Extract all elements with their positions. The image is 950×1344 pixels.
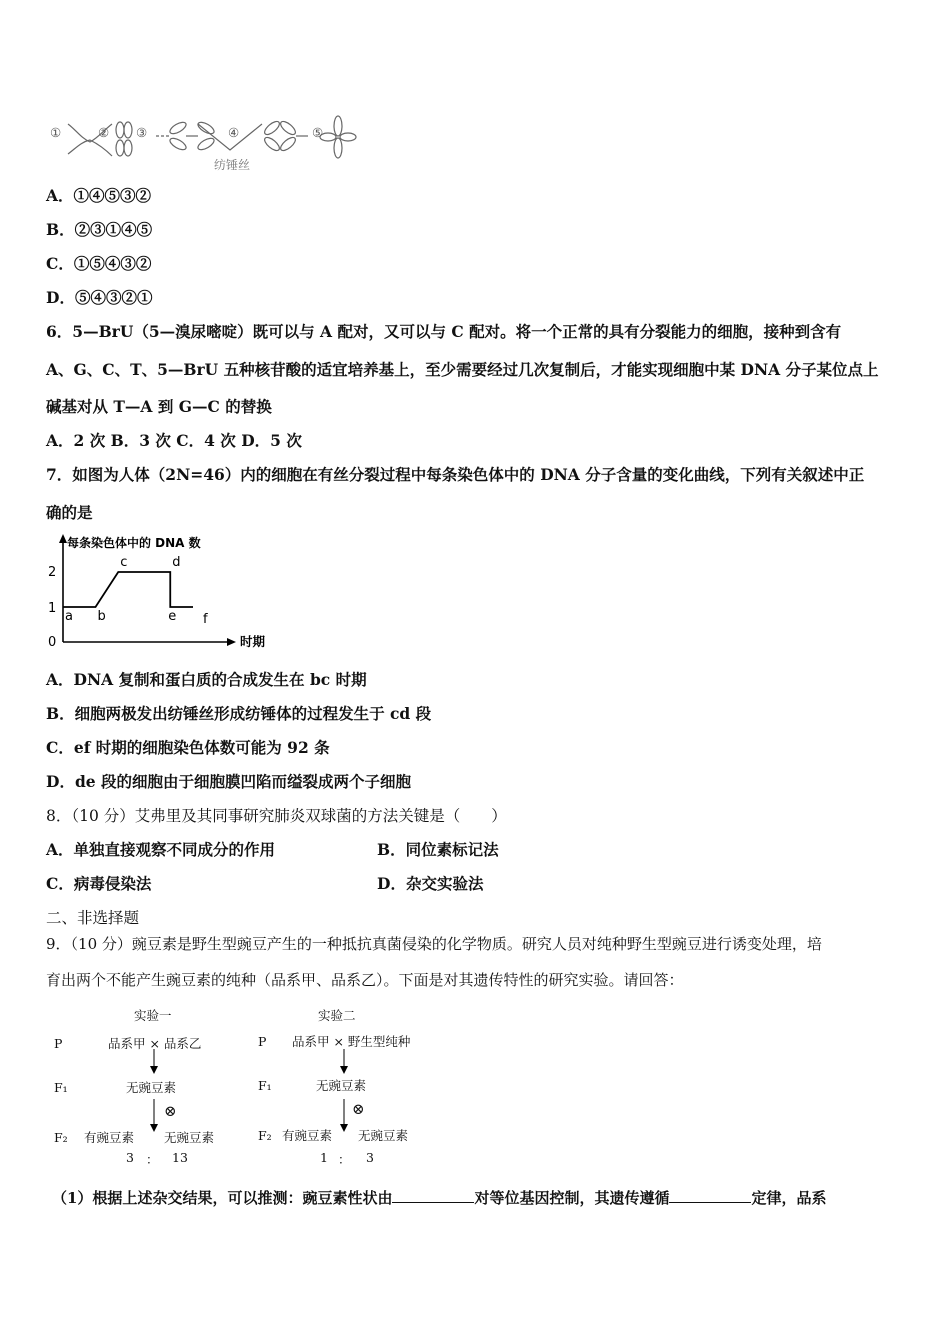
dna-chart: [40, 530, 290, 660]
figure-label-4: ④: [228, 125, 240, 140]
q5-option-c: [46, 254, 151, 274]
exp1-ratio-1: 3: [126, 1150, 134, 1165]
exp2-cross: 品系甲 × 野生型纯种: [292, 1034, 411, 1049]
option-key: A．: [46, 186, 74, 205]
option-text: ⑤④③②①: [74, 288, 153, 307]
exp2-title: 实验二: [318, 1008, 356, 1023]
q8-option-d: D．杂交实验法: [377, 874, 484, 893]
arrow-head: [150, 1066, 158, 1074]
figure-label-3: ③: [136, 125, 148, 140]
y-tick-2: 2: [48, 565, 57, 580]
q9-sub1: [52, 1188, 826, 1208]
arrow-head: [340, 1066, 348, 1074]
exp1-title: 实验一: [134, 1008, 172, 1023]
figure-label-2: ②: [98, 125, 110, 140]
exp1-self-symbol: ⊗: [164, 1102, 177, 1120]
answer-blank-2[interactable]: [669, 1188, 751, 1203]
exp2-ratio-colon: ：: [338, 1152, 351, 1167]
dna-curve: [63, 572, 193, 607]
q8-stem: 8．（10 分）艾弗里及其同事研究肺炎双球菌的方法关键是（ ）: [46, 807, 507, 825]
q7-option-d: D．de 段的细胞由于细胞膜凹陷而缢裂成两个子细胞: [46, 772, 412, 791]
q9-sub1-part-b: 对等位基因控制，其遗传遵循: [474, 1189, 670, 1207]
point-label-c: c: [120, 555, 128, 570]
exp1-f2-none: 无豌豆素: [164, 1130, 215, 1145]
exp2-p-label: P: [258, 1034, 267, 1049]
exp2-f2-has: 有豌豆素: [282, 1128, 333, 1143]
chromosome-arm: [196, 120, 216, 136]
option-text: ①④⑤③②: [73, 186, 152, 205]
point-label-b: b: [97, 609, 106, 624]
exp2-ratio-2: 3: [366, 1150, 374, 1165]
q6-line-3: 碱基对从 T—A 到 G—C 的替换: [46, 397, 272, 416]
arrow-head: [150, 1124, 158, 1132]
answer-blank-1[interactable]: [392, 1188, 474, 1203]
chromosome-arm: [196, 136, 216, 152]
option-key: B．: [46, 220, 75, 239]
chromosome-arm: [116, 140, 124, 156]
exp1-f1-value: 无豌豆素: [126, 1080, 177, 1095]
chromosome-arm: [124, 122, 132, 138]
chromosome-arm: [334, 116, 342, 136]
dna-chart-svg: [40, 530, 290, 660]
section-heading: 二、非选择题: [46, 909, 140, 927]
q7-line-1: 7．如图为人体（2N=46）内的细胞在有丝分裂过程中每条染色体中的 DNA 分子含量的变化曲线，下列有关叙述中正: [46, 465, 865, 484]
chromosome-arm: [168, 136, 188, 152]
exp1-f1-label: F₁: [54, 1080, 68, 1095]
chromosome-arm: [263, 119, 282, 137]
q7-line-2: 确的是: [46, 503, 93, 522]
q6-line-2: A、G、C、T、5—BrU 五种核苷酸的适宜培养基上，至少需要经过几次复制后，才能实现细胞中某 DNA 分子某位点上: [46, 360, 879, 379]
q9-sub1-part-a: （1）根据上述杂交结果，可以推测：豌豆素性状由: [52, 1189, 393, 1207]
q8-option-b: B．同位素标记法: [377, 840, 499, 859]
q6-line-1: 6．5—BrU（5—溴尿嘧啶）既可以与 A 配对，又可以与 C 配对。将一个正常的具有分裂能力的细胞，接种到含有: [46, 322, 842, 341]
point-label-d: d: [172, 555, 181, 570]
q8-option-a: A．单独直接观察不同成分的作用: [46, 840, 276, 859]
x-axis-arrow: [227, 638, 236, 646]
arrow-head: [340, 1124, 348, 1132]
exp2-self-symbol: ⊗: [352, 1100, 365, 1118]
exp1-f2-has: 有豌豆素: [84, 1130, 135, 1145]
q6-options: A．2 次 B．3 次 C．4 次 D．5 次: [46, 431, 302, 450]
point-label-f: f: [203, 612, 208, 627]
cell-division-svg: [46, 110, 366, 175]
q5-option-b: [46, 220, 152, 240]
q7-option-c: C．ef 时期的细胞染色体数可能为 92 条: [46, 738, 330, 757]
point-label-a: a: [65, 609, 73, 624]
exp2-f2-none: 无豌豆素: [358, 1128, 409, 1143]
q8-option-c: C．病毒侵染法: [46, 874, 152, 893]
chromosome-arm: [116, 122, 124, 138]
option-text: ②③①④⑤: [74, 220, 153, 239]
q5-option-d: [46, 288, 152, 308]
figure-caption: 纺锤丝: [214, 158, 251, 172]
exp2-ratio-1: 1: [320, 1150, 328, 1165]
exp1-ratio-colon: ：: [146, 1152, 159, 1167]
exp2-f1-label: F₁: [258, 1078, 272, 1093]
experiment-2-diagram: [254, 1004, 454, 1174]
chromosome-arm: [263, 135, 282, 153]
chromosome-arm: [168, 120, 188, 136]
y-tick-1: 1: [48, 601, 57, 616]
option-text: ①⑤④③②: [73, 254, 152, 273]
cell-division-figure: [46, 110, 366, 175]
chromosome-arm: [279, 119, 298, 137]
option-key: C．: [46, 254, 74, 273]
q9-line-1: 9．（10 分）豌豆素是野生型豌豆产生的一种抵抗真菌侵染的化学物质。研究人员对纯种野生型豌豆进行诱变处理，培: [46, 935, 822, 953]
y-tick-0: 0: [48, 635, 57, 650]
exp1-cross: 品系甲 × 品系乙: [108, 1036, 202, 1051]
y-axis-arrow: [59, 534, 67, 543]
exp1-p-label: P: [54, 1036, 63, 1051]
chart-x-label: 时期: [240, 634, 266, 649]
figure-label-5: ⑤: [312, 125, 324, 140]
q5-option-a: [46, 186, 151, 206]
chromosome-arm: [334, 138, 342, 158]
point-label-e: e: [168, 609, 177, 624]
experiment-1-diagram: [46, 1004, 256, 1174]
option-key: D．: [46, 288, 75, 307]
exp1-ratio-2: 13: [172, 1150, 188, 1165]
chromosome-arm: [340, 133, 356, 141]
chart-y-label: 每条染色体中的 DNA 数: [67, 536, 201, 550]
chromosome-arm: [124, 140, 132, 156]
figure-label-1: ①: [50, 125, 62, 140]
exp2-f2-label: F₂: [258, 1128, 272, 1143]
chromosome-arm: [279, 135, 298, 153]
q7-option-b: B．细胞两极发出纺锤丝形成纺锤体的过程发生于 cd 段: [46, 704, 432, 723]
exp2-f1-value: 无豌豆素: [316, 1078, 367, 1093]
q9-line-2: 育出两个不能产生豌豆素的纯种（品系甲、品系乙）。下面是对其遗传特性的研究实验。请回答：: [46, 971, 684, 989]
exp1-f2-label: F₂: [54, 1130, 68, 1145]
q7-option-a: A．DNA 复制和蛋白质的合成发生在 bc 时期: [46, 670, 367, 689]
q9-sub1-part-c: 定律，品系: [751, 1189, 827, 1207]
